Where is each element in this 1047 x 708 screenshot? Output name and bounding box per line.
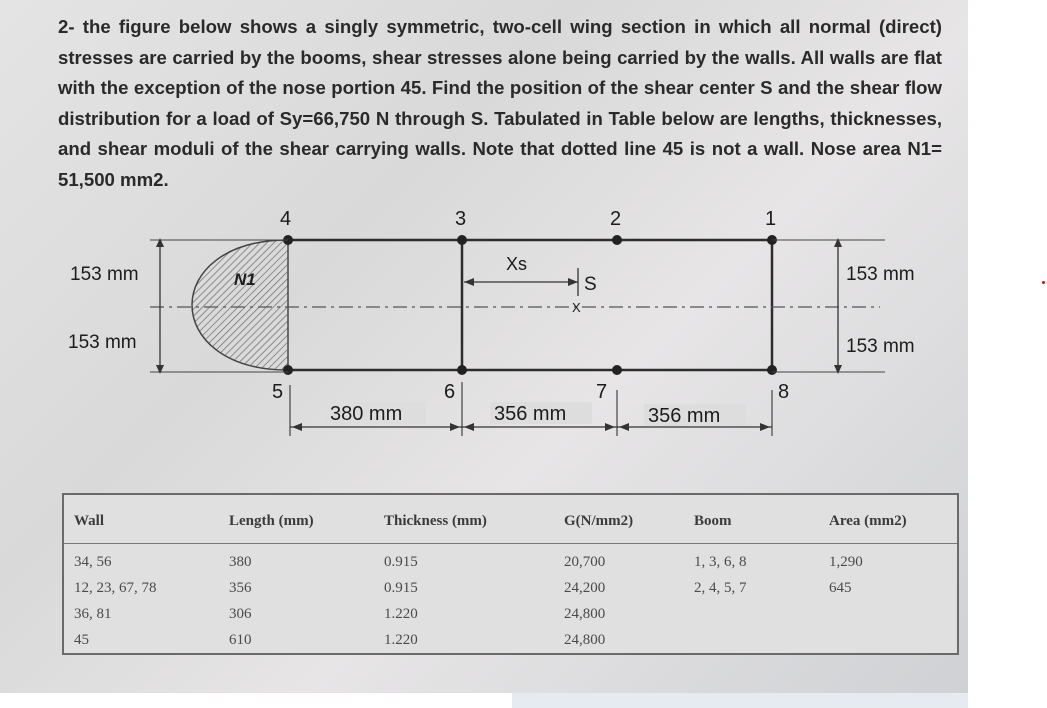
table-cell: 12, 23, 67, 78 [74, 580, 157, 596]
table-cell: 34, 56 [74, 554, 112, 570]
header-thickness: Thickness (mm) [384, 513, 487, 529]
table-cell: 1.220 [384, 632, 418, 648]
header-length: Length (mm) [229, 513, 314, 529]
xs-label: Xs [506, 254, 528, 274]
boom-label-2: 2 [610, 208, 622, 230]
table-cell: 1.220 [384, 606, 418, 622]
boom-label-5: 5 [272, 381, 284, 403]
header-boom: Boom [694, 513, 732, 529]
table-cell: 20,700 [564, 554, 606, 570]
right-upper-dim-label: 153 mm [846, 264, 915, 285]
boom-3 [457, 235, 467, 245]
right-lower-dim-label: 153 mm [846, 336, 915, 357]
wall-column [74, 549, 157, 653]
table-cell: 610 [229, 632, 252, 648]
s-label: S [584, 274, 597, 295]
thickness-column [384, 549, 418, 653]
length-column [229, 549, 252, 653]
span-34-label: 380 mm [330, 403, 403, 425]
header-area: Area (mm2) [829, 513, 907, 529]
header-shear-modulus: G(N/mm2) [564, 513, 634, 529]
left-upper-dim-label: 153 mm [70, 264, 139, 285]
nose-label: N1 [234, 270, 256, 289]
span-12-label: 356 mm [648, 405, 721, 427]
boom-5 [283, 365, 293, 375]
table-cell: 24,200 [564, 580, 606, 596]
boom-label-8: 8 [778, 381, 790, 403]
table-cell: 36, 81 [74, 606, 112, 622]
x-axis-label: X [572, 300, 581, 315]
table-cell: 2, 4, 5, 7 [694, 580, 747, 596]
table-cell: 1, 3, 6, 8 [694, 554, 747, 570]
table-cell: 45 [74, 632, 89, 648]
table-cell: 24,800 [564, 632, 606, 648]
boom-label-6: 6 [444, 381, 456, 403]
boom-column [694, 549, 747, 601]
table-cell: 0.915 [384, 554, 418, 570]
boom-8 [767, 365, 777, 375]
bottom-strip [512, 693, 968, 708]
table-cell: 306 [229, 606, 252, 622]
problem-statement: 2- the figure below shows a singly symmetric, two-cell wing section in which all normal (direct) stresses are carried by the booms, shear stresses alone being carried by the walls. All walls are flat with the exception of the nose portion 45. Find the position of the shear center S and the shear flow distribution for a load of Sy=66,750 N through S. Tabulated in Table below are lengths, thicknesses, and shear moduli of the shear carrying walls. Note that dotted line 45 is not a wall. Nose area N1= 51,500 mm2. [58, 16, 942, 190]
table-cell: 1,290 [829, 554, 863, 570]
wing-section-diagram [0, 200, 968, 450]
properties-table [62, 493, 959, 655]
boom-label-1: 1 [765, 208, 777, 230]
table-cell: 0.915 [384, 580, 418, 596]
boom-label-4: 4 [280, 208, 292, 230]
table-cell: 645 [829, 580, 852, 596]
boom-2 [612, 235, 622, 245]
boom-7 [612, 365, 622, 375]
shear-modulus-column [564, 549, 605, 653]
boom-label-3: 3 [455, 208, 467, 230]
left-lower-dim-label: 153 mm [68, 332, 137, 353]
area-column [829, 549, 863, 601]
span-23-label: 356 mm [494, 403, 567, 425]
red-dot-marker [1042, 281, 1045, 284]
nose-area [192, 240, 288, 370]
boom-6 [457, 365, 467, 375]
table-cell: 24,800 [564, 606, 606, 622]
table-cell: 356 [229, 580, 252, 596]
table-cell: 380 [229, 554, 252, 570]
boom-label-7: 7 [596, 381, 608, 403]
table-header-row [64, 495, 957, 544]
header-wall: Wall [74, 513, 105, 529]
